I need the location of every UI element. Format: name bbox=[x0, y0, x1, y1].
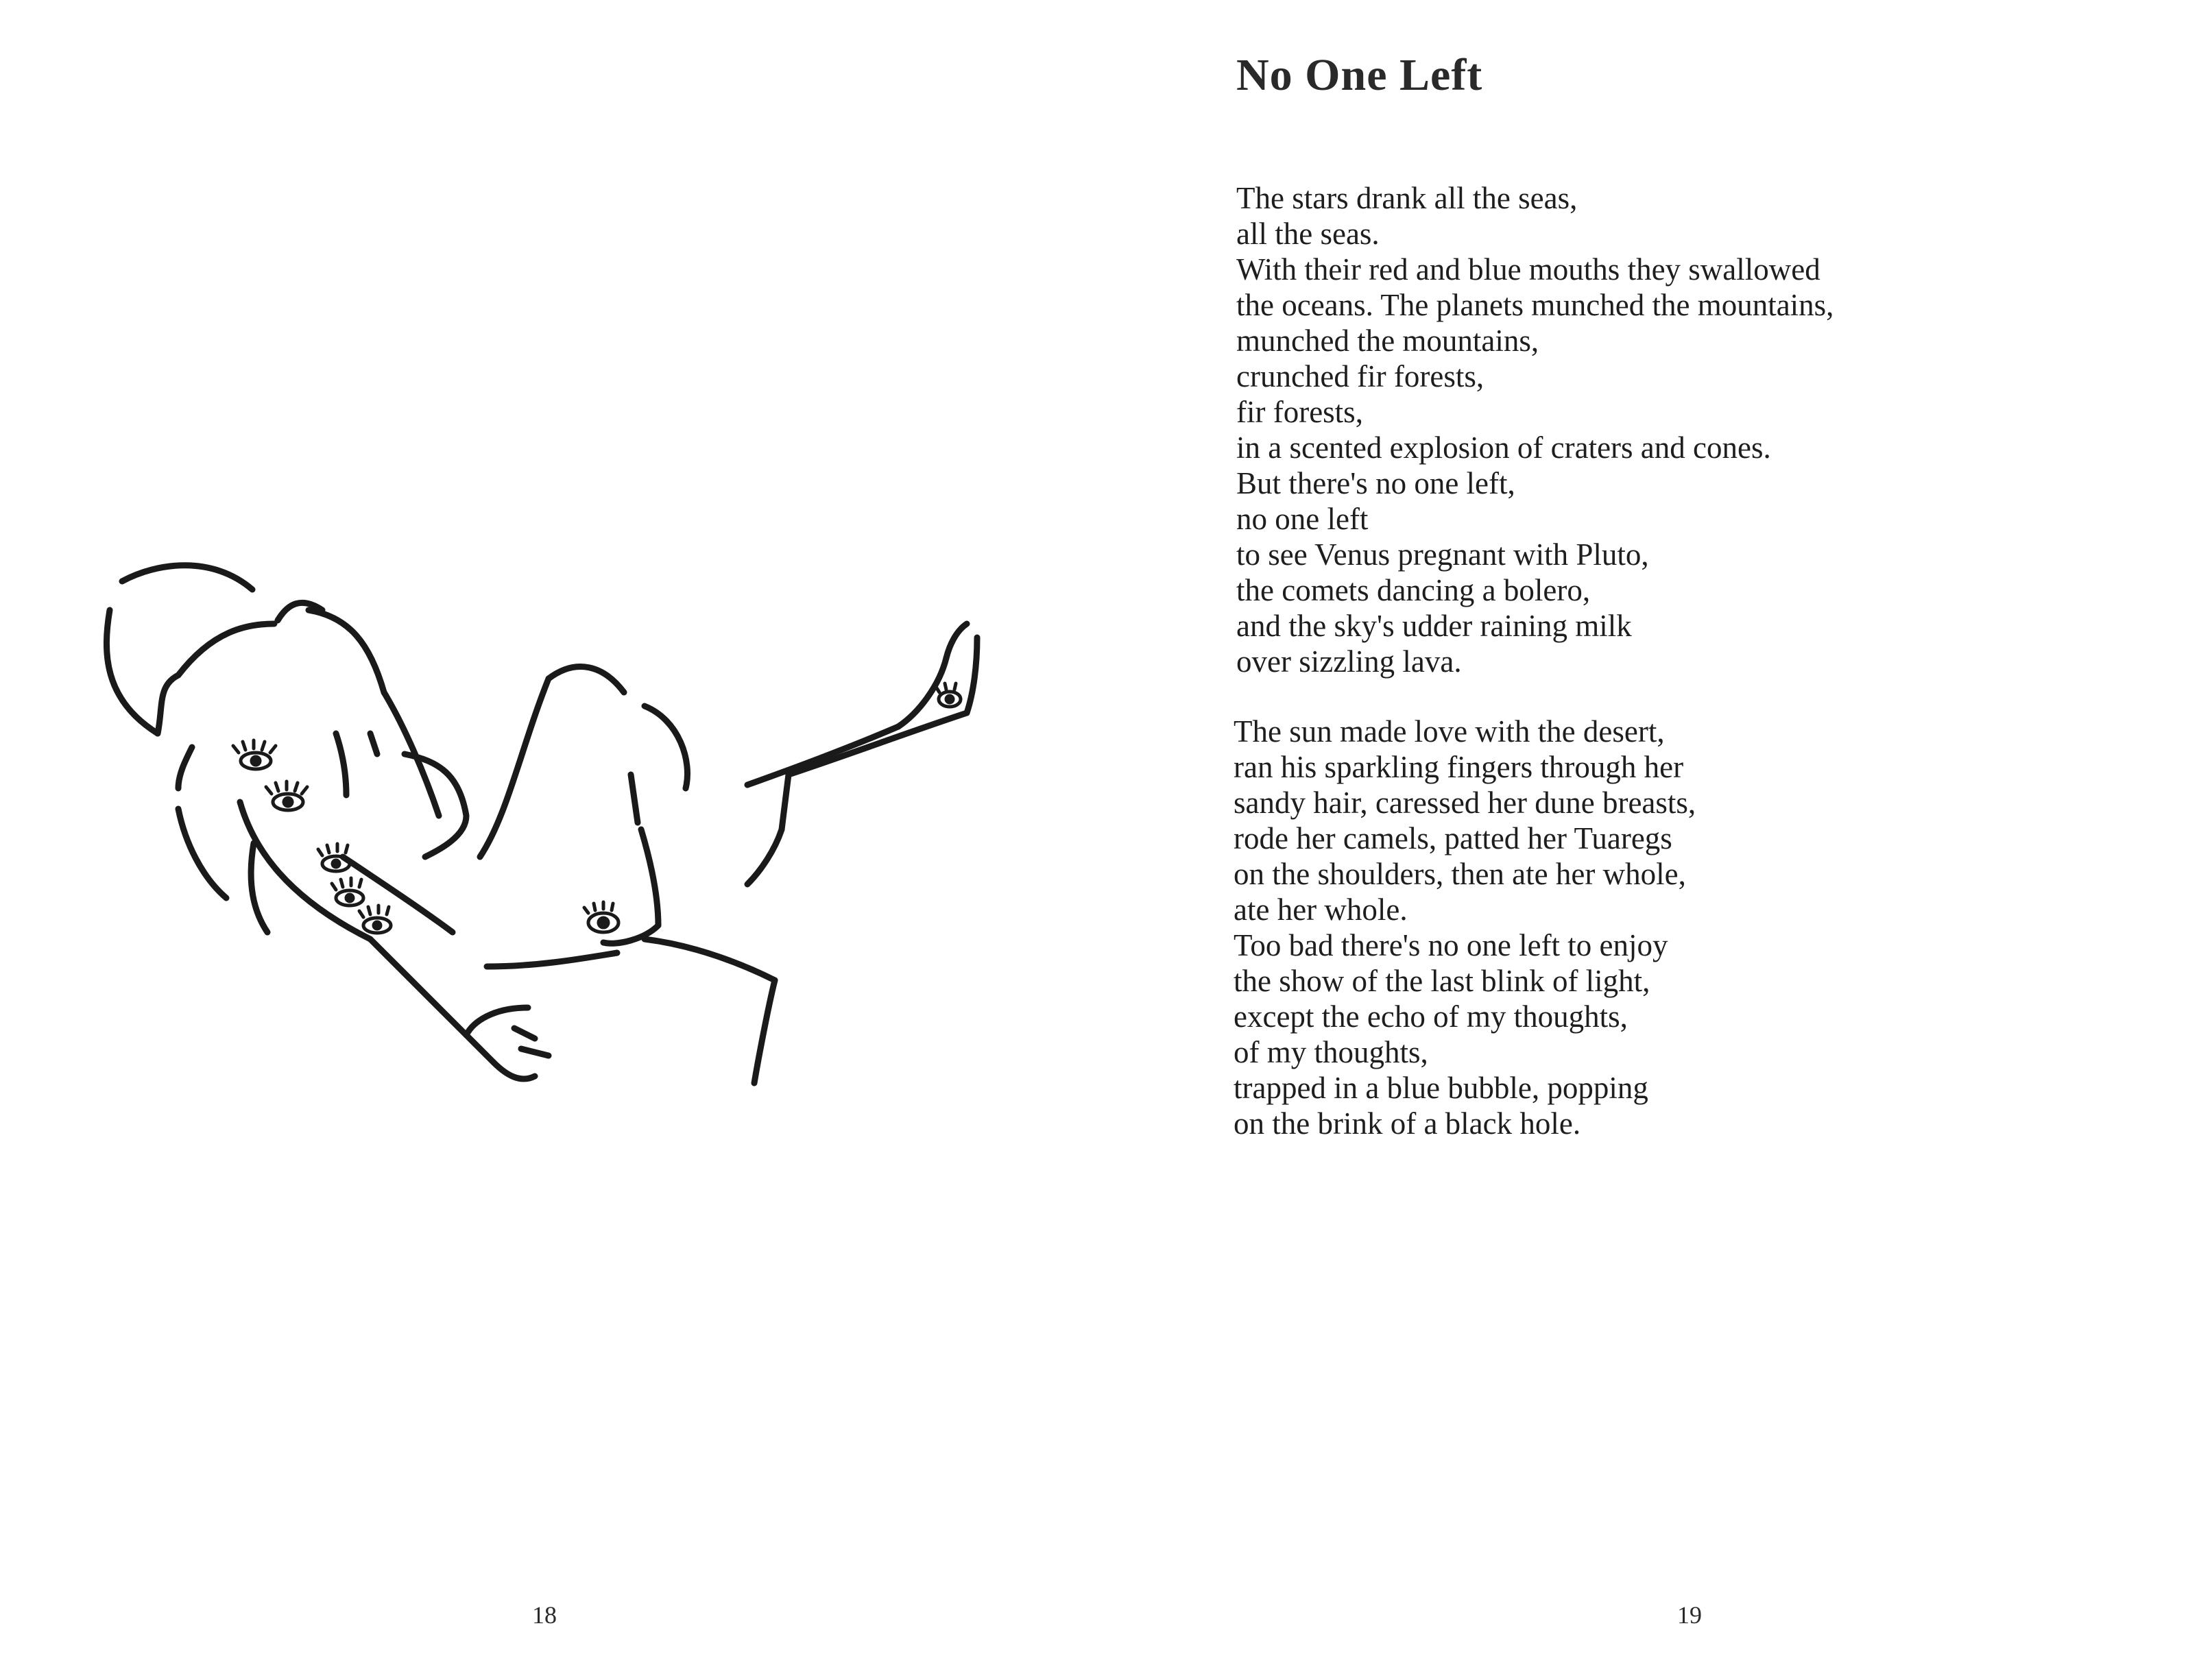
poem-line: With their red and blue mouths they swallowed bbox=[1236, 252, 1820, 287]
poem-line: except the echo of my thoughts, bbox=[1234, 999, 1628, 1034]
poem-line: in a scented explosion of craters and cones. bbox=[1236, 430, 1771, 465]
right-page bbox=[1106, 0, 2212, 1676]
poem-line: crunched fir forests, bbox=[1236, 359, 1484, 393]
poem-line: the show of the last blink of light, bbox=[1234, 964, 1650, 998]
page-number: 19 bbox=[1677, 1601, 1702, 1629]
poem-line: all the seas. bbox=[1236, 217, 1380, 251]
stanza-1 bbox=[1236, 180, 1834, 679]
poem-title: No One Left bbox=[1236, 50, 1483, 100]
poem-line: and the sky's udder raining milk bbox=[1236, 609, 1632, 643]
poem-line: munched the mountains, bbox=[1236, 324, 1539, 358]
poem-line: fir forests, bbox=[1236, 395, 1363, 429]
poem-line: The sun made love with the desert, bbox=[1234, 714, 1665, 749]
poem-line: ate her whole. bbox=[1234, 892, 1408, 927]
poem-line: ran his sparkling fingers through her bbox=[1234, 750, 1684, 784]
poem-line: on the brink of a black hole. bbox=[1234, 1106, 1581, 1141]
poem-line: sandy hair, caressed her dune breasts, bbox=[1234, 786, 1696, 820]
poem-line: trapped in a blue bubble, popping bbox=[1234, 1071, 1648, 1105]
poem-line: rode her camels, patted her Tuaregs bbox=[1234, 821, 1672, 855]
poem-line: But there's no one left, bbox=[1236, 466, 1515, 500]
poem-line: the comets dancing a bolero, bbox=[1236, 573, 1591, 607]
poem-line: of my thoughts, bbox=[1234, 1035, 1428, 1069]
poem-line: on the shoulders, then ate her whole, bbox=[1234, 857, 1686, 891]
poem-line: the oceans. The planets munched the mountains, bbox=[1236, 288, 1834, 322]
poem-line: to see Venus pregnant with Pluto, bbox=[1236, 537, 1649, 572]
stanza-2 bbox=[1234, 714, 1696, 1141]
poem-line: The stars drank all the seas, bbox=[1236, 181, 1578, 215]
poem-line: no one left bbox=[1236, 502, 1369, 536]
figure-illustration bbox=[82, 528, 1042, 1097]
poem-line: Too bad there's no one left to enjoy bbox=[1234, 928, 1668, 962]
poem-line: over sizzling lava. bbox=[1236, 644, 1462, 679]
page-number: 18 bbox=[532, 1601, 557, 1629]
